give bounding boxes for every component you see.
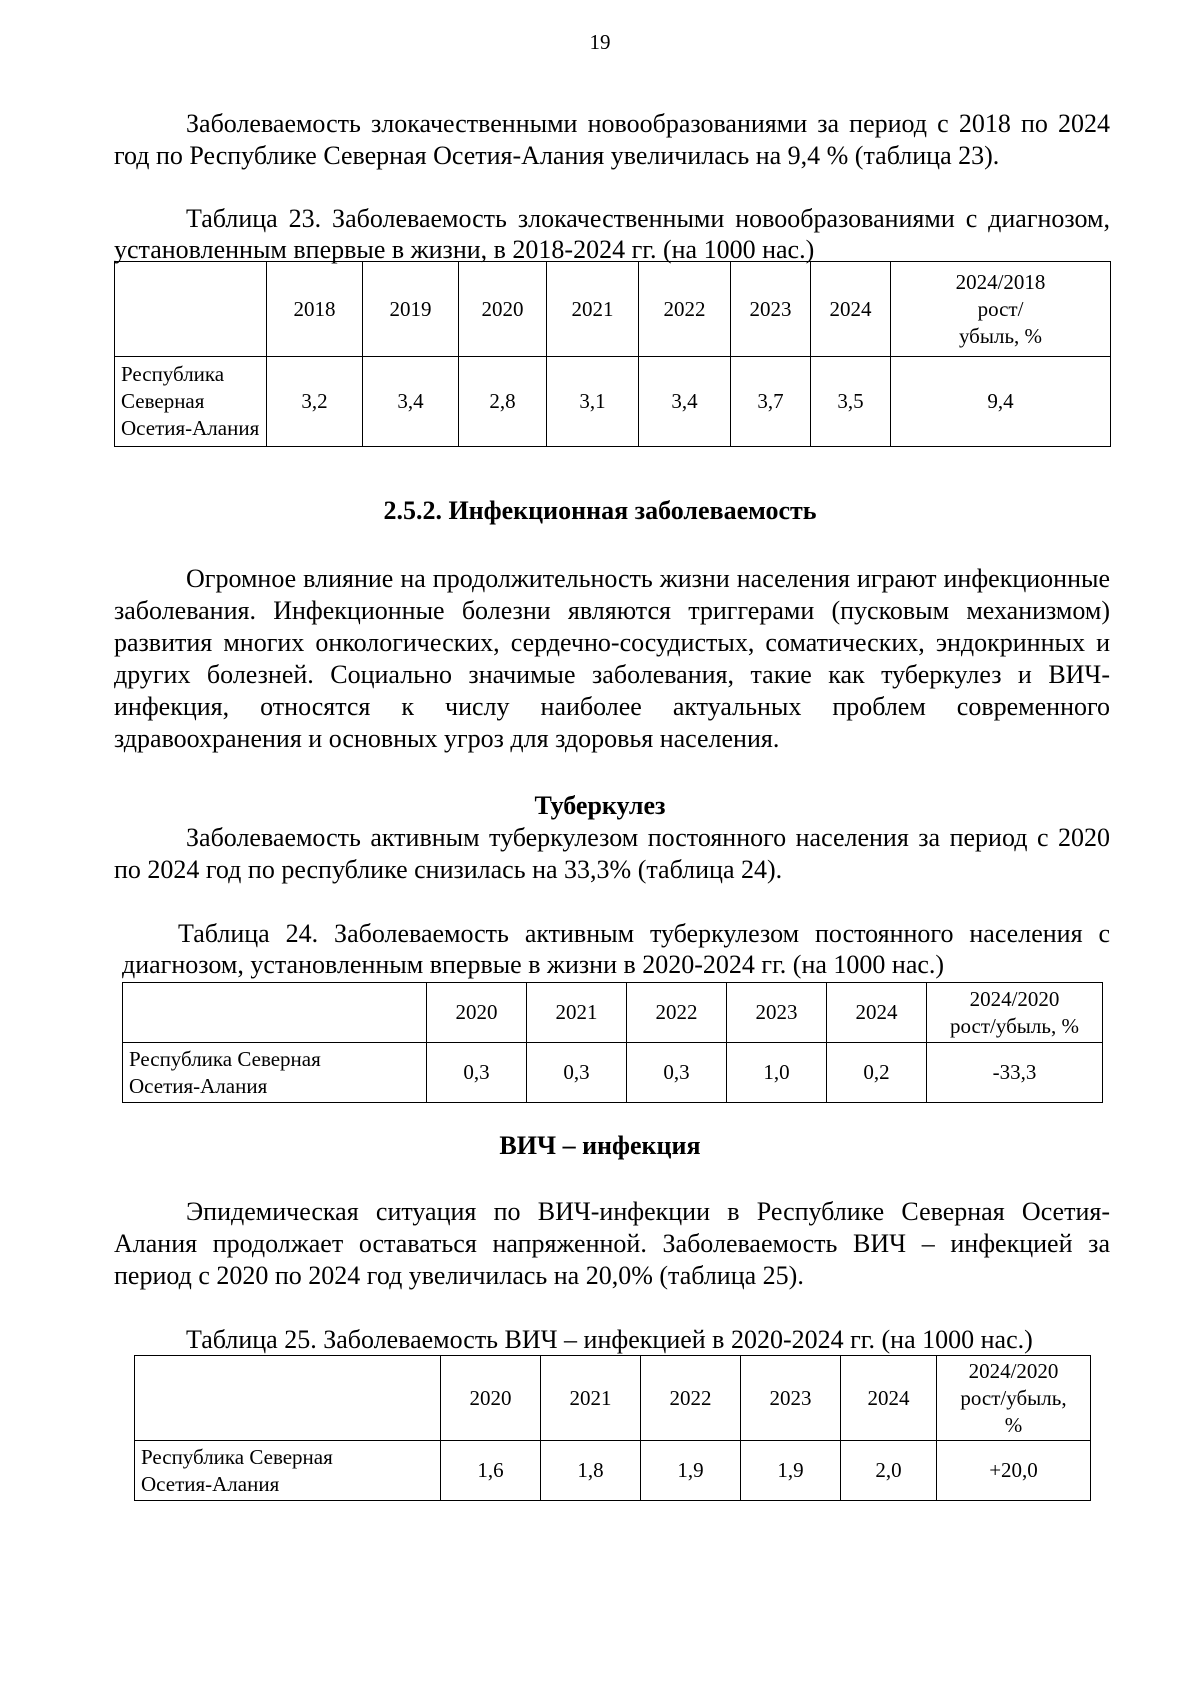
table24-region-cell: Республика Северная Осетия-Алания xyxy=(123,1043,427,1103)
table24 xyxy=(122,982,1103,1103)
table24-value-cell: 0,3 xyxy=(527,1043,627,1103)
table25-year-cell: 2023 xyxy=(741,1356,841,1441)
table24-change-cell: -33,3 xyxy=(927,1043,1103,1103)
table24-header-row xyxy=(123,983,1103,1043)
table23-change-header: 2024/2018 рост/ убыль, % xyxy=(891,262,1111,357)
page-number: 19 xyxy=(589,30,611,54)
table25-value-cell: 1,9 xyxy=(641,1441,741,1501)
table23-year-cell: 2018 xyxy=(267,262,363,357)
section-infectious-paragraph: Огромное влияние на продолжительность жизни населения играют инфекционные заболевания. Инфекционные болезни являются триггерами (пусковым механизмом) развития многих онкологических, сердечно-сосудистых, соматических, эндокринных и других болезней. Социально значимые заболевания, такие как туберкулез и ВИЧ-инфекция, относятся к числу наиболее актуальных проблем современного здравоохранения и основных угроз для здоровья населения. xyxy=(114,564,1110,753)
section-tb-heading: Туберкулез xyxy=(534,791,666,820)
table23-year-cell: 2023 xyxy=(731,262,811,357)
table24-year-cell: 2023 xyxy=(727,983,827,1043)
section-tb-paragraph: Заболеваемость активным туберкулезом постоянного населения за период с 2020 по 2024 год по республике снизилась на 33,3% (таблица 24). xyxy=(114,823,1110,884)
table24-change-header: 2024/2020 рост/убыль, % xyxy=(927,983,1103,1043)
table25-year-cell: 2021 xyxy=(541,1356,641,1441)
table23-region-cell: Республика Северная Осетия-Алания xyxy=(115,357,267,447)
table25-data-row xyxy=(135,1441,1091,1501)
table25-year-cell: 2020 xyxy=(441,1356,541,1441)
table23-year-cell: 2022 xyxy=(639,262,731,357)
table25-value-cell: 1,8 xyxy=(541,1441,641,1501)
section-hiv-paragraph: Эпидемическая ситуация по ВИЧ-инфекции в Республике Северная Осетия-Алания продолжает оставаться напряженной. Заболеваемость ВИЧ – инфекцией за период с 2020 по 2024 год увеличилась на 20,0% (таблица 25). xyxy=(114,1197,1110,1290)
table24-year-cell: 2021 xyxy=(527,983,627,1043)
table25-year-cell: 2024 xyxy=(841,1356,937,1441)
table24-year-cell: 2022 xyxy=(627,983,727,1043)
table23-change-cell: 9,4 xyxy=(891,357,1111,447)
table23-value-cell: 2,8 xyxy=(459,357,547,447)
table23-value-cell: 3,2 xyxy=(267,357,363,447)
table25-header-row xyxy=(135,1356,1091,1441)
table23-header-row xyxy=(115,262,1111,357)
table23-year-cell: 2020 xyxy=(459,262,547,357)
table24-year-cell: 2020 xyxy=(427,983,527,1043)
table23-caption: Таблица 23. Заболеваемость злокачественными новообразованиями с диагнозом, установленным впервые в жизни, в 2018-2024 гг. (на 1000 нас.) xyxy=(114,204,1110,264)
table25-value-cell: 1,9 xyxy=(741,1441,841,1501)
table24-data-row xyxy=(123,1043,1103,1103)
table25-caption: Таблица 25. Заболеваемость ВИЧ – инфекцией в 2020-2024 гг. (на 1000 нас.) xyxy=(186,1325,1033,1354)
table25-change-cell: +20,0 xyxy=(937,1441,1091,1501)
table24-value-cell: 0,3 xyxy=(627,1043,727,1103)
table25-change-header: 2024/2020 рост/убыль, % xyxy=(937,1356,1091,1441)
table23-year-cell: 2021 xyxy=(547,262,639,357)
table23-value-cell: 3,7 xyxy=(731,357,811,447)
table25-value-cell: 2,0 xyxy=(841,1441,937,1501)
table25-year-cell: 2022 xyxy=(641,1356,741,1441)
table25 xyxy=(134,1355,1091,1501)
table23-year-cell: 2024 xyxy=(811,262,891,357)
table24-corner-cell xyxy=(123,983,427,1043)
intro-paragraph: Заболеваемость злокачественными новообразованиями за период с 2018 по 2024 год по Республике Северная Осетия-Алания увеличилась на 9,4 % (таблица 23). xyxy=(114,109,1110,170)
table23-data-row xyxy=(115,357,1111,447)
section-infectious-heading: 2.5.2. Инфекционная заболеваемость xyxy=(383,496,817,525)
table24-value-cell: 0,2 xyxy=(827,1043,927,1103)
section-hiv-heading: ВИЧ – инфекция xyxy=(499,1131,701,1160)
table25-region-cell: Республика Северная Осетия-Алания xyxy=(135,1441,441,1501)
table23-value-cell: 3,1 xyxy=(547,357,639,447)
table24-caption: Таблица 24. Заболеваемость активным туберкулезом постоянного населения с диагнозом, установленным впервые в жизни в 2020-2024 гг. (на 1000 нас.) xyxy=(122,919,1110,979)
table24-year-cell: 2024 xyxy=(827,983,927,1043)
table23-value-cell: 3,5 xyxy=(811,357,891,447)
table24-value-cell: 1,0 xyxy=(727,1043,827,1103)
table23-year-cell: 2019 xyxy=(363,262,459,357)
table25-value-cell: 1,6 xyxy=(441,1441,541,1501)
table25-corner-cell xyxy=(135,1356,441,1441)
table23 xyxy=(114,261,1111,447)
table23-value-cell: 3,4 xyxy=(363,357,459,447)
table24-value-cell: 0,3 xyxy=(427,1043,527,1103)
table23-corner-cell xyxy=(115,262,267,357)
table23-value-cell: 3,4 xyxy=(639,357,731,447)
